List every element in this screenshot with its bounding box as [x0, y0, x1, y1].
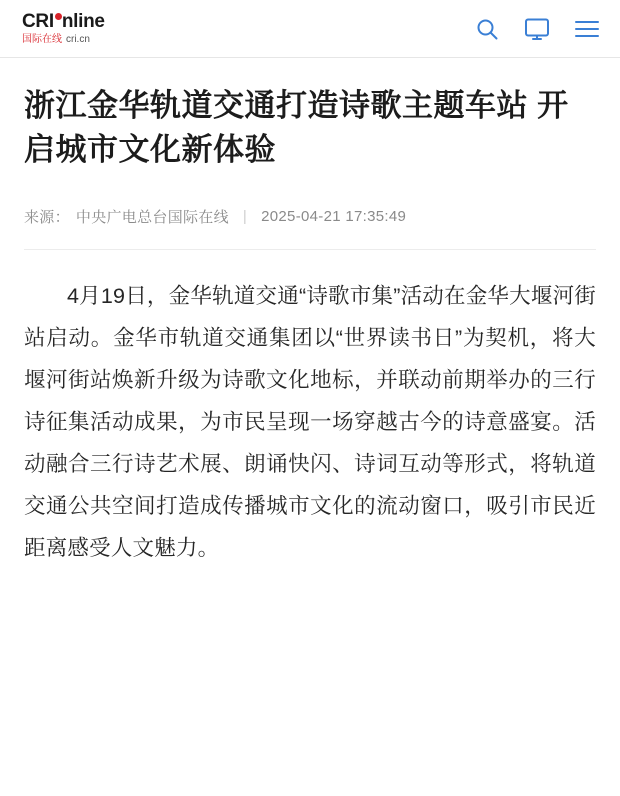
- logo-red-dot: [55, 13, 62, 20]
- site-logo[interactable]: [22, 12, 105, 45]
- source-name: 中央广电总台国际在线: [75, 209, 229, 227]
- article-meta: [24, 206, 596, 227]
- header-icon-group: [474, 16, 600, 42]
- publish-timestamp: 2025-04-21 17:35:49: [261, 208, 407, 226]
- logo-online-text: nline: [61, 11, 105, 32]
- monitor-icon[interactable]: [524, 16, 550, 42]
- meta-separator: |: [242, 208, 248, 226]
- source-label: 来源：: [24, 209, 70, 227]
- search-icon[interactable]: [474, 16, 500, 42]
- logo-subtitle: [22, 35, 105, 45]
- menu-icon[interactable]: [574, 16, 600, 42]
- logo-wordmark: [22, 12, 105, 31]
- article-body: 4月19日，金华轨道交通“诗歌市集”活动在金华大堰河街站启动。金华市轨道交通集团以“世界读书日”为契机，将大堰河街站焕新升级为诗歌文化地标，并联动前期举办的三行诗征集活动成果，为市民呈现一场穿越古今的诗意盛宴。活动融合三行诗艺术展、朗诵快闪、诗词互动等形式，将轨道交通公共空间打造成传播城市文化的流动窗口，吸引市民近距离感受人文魅力。: [24, 284, 596, 560]
- logo-cri-text: CRI: [22, 11, 54, 32]
- logo-subtitle-cn: 国际在线: [22, 34, 62, 45]
- site-header: [0, 0, 620, 58]
- article-container: [0, 58, 620, 569]
- page-title: 浙江金华轨道交通打造诗歌主题车站 开启城市文化新体验: [24, 88, 569, 168]
- logo-subtitle-url: cri.cn: [66, 34, 90, 45]
- meta-divider: [24, 249, 596, 250]
